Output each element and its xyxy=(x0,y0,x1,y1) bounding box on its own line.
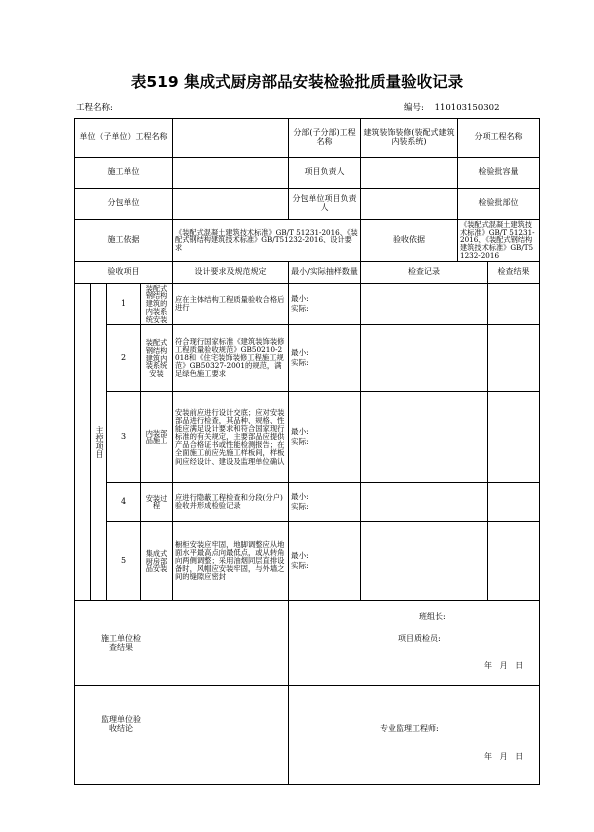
table-row xyxy=(75,325,540,392)
supervision-date: 年 月 日 xyxy=(484,752,524,762)
row-item: 装配式钢结构建筑内装系统安装 xyxy=(141,325,173,392)
project-name-label: 工程名称: xyxy=(76,103,113,113)
row-min-actual[interactable]: 最小: 实际: xyxy=(289,283,361,325)
construction-check-row xyxy=(75,601,540,686)
row-item: 内装部品施工 xyxy=(141,392,173,483)
table-row xyxy=(75,392,540,483)
row-result[interactable] xyxy=(488,522,540,601)
supervision-row xyxy=(75,686,540,785)
basis-value: 《装配式混凝土建筑技术标准》GB/T 51231-2016、《装配式钢结构建筑技术标准》GB/T51232-2016、设计要求 xyxy=(173,219,361,261)
row-min-actual[interactable]: 最小: 实际: xyxy=(289,325,361,392)
batch-capacity-label: 检验批容量 xyxy=(458,157,540,188)
row-result[interactable] xyxy=(488,325,540,392)
acceptance-basis-value: 《装配式混凝土建筑技术标准》GB/T 51231-2016、《装配式钢结构建筑技术标准》GB/T51232-2016 xyxy=(458,219,540,261)
row-number: 5 xyxy=(107,522,141,601)
table-row xyxy=(75,283,540,325)
subcontract-manager-label: 分包单位项目负责人 xyxy=(289,188,361,219)
construction-check-label: 施工单位检查结果 xyxy=(101,634,141,653)
row-record[interactable] xyxy=(361,522,488,601)
page-title: 表519 集成式厨房部品安装检验批质量验收记录 xyxy=(130,73,464,91)
row-item: 集成式厨房部品安装 xyxy=(141,522,173,601)
subcontract-manager-value[interactable] xyxy=(361,188,458,219)
subcontract-unit-label: 分包单位 xyxy=(75,188,173,219)
project-manager-value[interactable] xyxy=(361,157,458,188)
col-result: 检查结果 xyxy=(488,261,540,283)
row-min-actual[interactable]: 最小: 实际: xyxy=(289,392,361,483)
row-number: 4 xyxy=(107,483,141,522)
row-result[interactable] xyxy=(488,392,540,483)
construction-unit-value[interactable] xyxy=(173,157,289,188)
construction-check-signatures[interactable] xyxy=(289,601,540,686)
serial-label: 编号: xyxy=(404,103,424,113)
supervision-label-cell xyxy=(75,686,289,785)
acceptance-form-table xyxy=(74,118,540,785)
supervision-engineer-label: 专业监理工程师: xyxy=(380,724,439,734)
construction-check-cell xyxy=(75,601,289,686)
row-number: 1 xyxy=(107,283,141,325)
division-value: 建筑装饰装修(装配式建筑内装系统) xyxy=(361,119,458,158)
row-result[interactable] xyxy=(488,483,540,522)
col-requirements: 设计要求及规范规定 xyxy=(173,261,289,283)
basis-label: 施工依据 xyxy=(75,219,173,261)
row-requirement: 应在主体结构工程质量验收合格后进行 xyxy=(173,283,289,325)
construction-unit-label: 施工单位 xyxy=(75,157,173,188)
col-items: 验收项目 xyxy=(75,261,173,283)
row-number: 2 xyxy=(107,325,141,392)
row-record[interactable] xyxy=(361,483,488,522)
column-header-row xyxy=(75,261,540,283)
table-row xyxy=(75,522,540,601)
unit-label: 单位（子单位）工程名称 xyxy=(75,119,173,158)
main-control-spacer xyxy=(75,283,91,601)
header-row-basis xyxy=(75,219,540,261)
batch-location-label: 检验批部位 xyxy=(458,188,540,219)
row-requirement: 安装前应进行设计交底；应对安装部品进行检查，其品种、规格、性能应满足设计要求和符合国家现行标准的有关规定，主要部品应提供产品合格证书或性能检测报告；在全面施工前应先施工样板间，样板间应经设计、建设及监理单位确认 xyxy=(173,392,289,483)
construction-date: 年 月 日 xyxy=(484,661,524,671)
quality-inspector-label: 项目质检员: xyxy=(398,634,441,644)
supervision-signatures[interactable] xyxy=(289,686,540,785)
row-item: 装配式钢结构建筑的内装系统安装 xyxy=(141,283,173,325)
row-requirement: 符合现行国家标准《建筑装饰装修工程质量验收规范》GB50210-2018和《住宅装饰装修工程施工规范》GB50327-2001的规范，满足绿色施工要求 xyxy=(173,325,289,392)
header-row-unit xyxy=(75,119,540,158)
team-leader-label: 班组长: xyxy=(419,612,446,622)
row-requirement: 应进行隐蔽工程检查和分段(分户)验收并形成检验记录 xyxy=(173,483,289,522)
table-row xyxy=(75,483,540,522)
col-record: 检查记录 xyxy=(361,261,488,283)
subitem-label: 分项工程名称 xyxy=(458,119,540,158)
unit-value[interactable] xyxy=(173,119,289,158)
row-min-actual[interactable]: 最小: 实际: xyxy=(289,483,361,522)
serial-value: 110103150302 xyxy=(434,103,500,113)
header-row-construction xyxy=(75,157,540,188)
row-min-actual[interactable]: 最小: 实际: xyxy=(289,522,361,601)
row-result[interactable] xyxy=(488,283,540,325)
row-item: 安装过程 xyxy=(141,483,173,522)
row-record[interactable] xyxy=(361,325,488,392)
row-record[interactable] xyxy=(361,283,488,325)
main-control-label: 主控项目 xyxy=(94,426,104,459)
row-record[interactable] xyxy=(361,392,488,483)
row-number: 3 xyxy=(107,392,141,483)
serial-number xyxy=(404,101,499,113)
supervision-label: 监理单位验收结论 xyxy=(101,715,141,734)
division-label: 分部(子分部)工程名称 xyxy=(289,119,361,158)
main-control-label-cell xyxy=(91,283,107,601)
acceptance-basis-label: 验收依据 xyxy=(361,219,458,261)
project-manager-label: 项目负责人 xyxy=(289,157,361,188)
col-min-actual: 最小/实际抽样数量 xyxy=(289,261,361,283)
subcontract-unit-value[interactable] xyxy=(173,188,289,219)
header-row-subcontract xyxy=(75,188,540,219)
row-requirement: 橱柜安装应牢固，地脚调整应从地面水平最高点向最低点，或从转角向两侧调整；采用油烟同层直排设备时，风帽应安装牢固，与外墙之间的缝隙应密封 xyxy=(173,522,289,601)
